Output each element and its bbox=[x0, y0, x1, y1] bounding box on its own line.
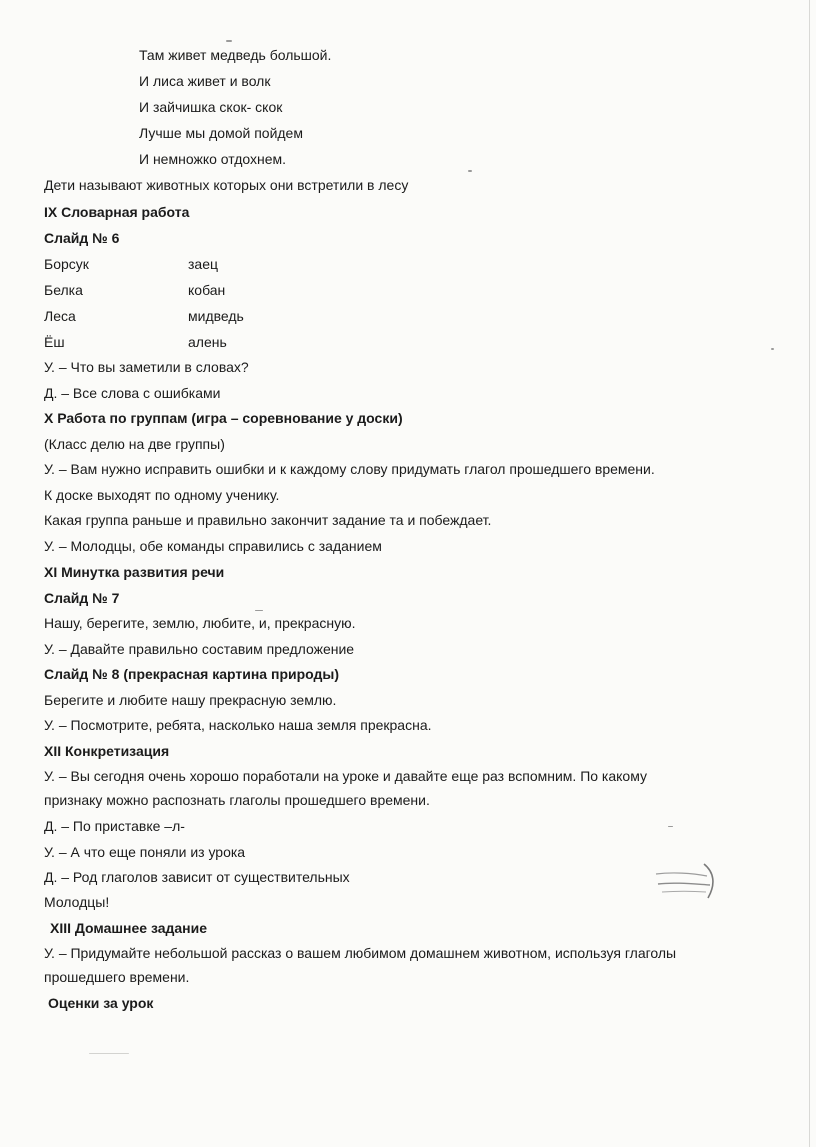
section-12-line-2: признаку можно распознать глаголы прошедшего времени. bbox=[44, 792, 430, 808]
poem-line-1: Там живет медведь большой. bbox=[139, 47, 332, 63]
section-10-line-4: Какая группа раньше и правильно закончит задание та и побеждает. bbox=[44, 512, 492, 528]
section-10-line-3: К доске выходят по одному ученику. bbox=[44, 487, 280, 503]
word-right-1: заец bbox=[188, 256, 219, 272]
section-13-line-2: прошедшего времени. bbox=[44, 969, 190, 985]
word-right-2: кобан bbox=[188, 282, 226, 298]
section-12-heading: XII Конкретизация bbox=[44, 743, 170, 759]
section-13-heading: XIII Домашнее задание bbox=[50, 920, 208, 936]
word-left-2: Белка bbox=[44, 282, 83, 298]
word-left-3: Леса bbox=[44, 308, 76, 324]
scan-speck bbox=[226, 40, 232, 42]
scan-speck bbox=[468, 170, 472, 172]
section-9-heading: IX Словарная работа bbox=[44, 204, 190, 220]
after-poem-text: Дети называют животных которых они встретили в лесу bbox=[44, 177, 409, 193]
scan-speck bbox=[89, 1053, 129, 1054]
poem-line-4: Лучше мы домой пойдем bbox=[139, 125, 303, 141]
section-11-line-3: Берегите и любите нашу прекрасную землю. bbox=[44, 692, 337, 708]
section-12-line-3: Д. – По приставке –л- bbox=[44, 818, 185, 834]
section-12-line-6: Молодцы! bbox=[44, 894, 110, 910]
section-13-line-1: У. – Придумайте небольшой рассказ о вашем любимом домашнем животном, используя глаголы bbox=[44, 945, 677, 961]
teacher-question-line: У. – Что вы заметили в словах? bbox=[44, 359, 249, 375]
section-10-line-1: (Класс делю на две группы) bbox=[44, 436, 225, 452]
section-11-line-1: Нашу, берегите, землю, любите, и, прекрасную. bbox=[44, 615, 356, 631]
grades-heading: Оценки за урок bbox=[48, 995, 154, 1011]
section-12-line-5: Д. – Род глаголов зависит от существительных bbox=[44, 869, 350, 885]
word-right-4: алень bbox=[188, 334, 227, 350]
scan-speck bbox=[255, 610, 263, 611]
section-11-line-2: У. – Давайте правильно составим предложение bbox=[44, 641, 355, 657]
section-10-heading: Х Работа по группам (игра – соревнование у доски) bbox=[44, 410, 403, 426]
section-10-line-5: У. – Молодцы, обе команды справились с заданием bbox=[44, 538, 382, 554]
word-right-3: мидведь bbox=[188, 308, 244, 324]
children-answer-line: Д. – Все слова с ошибками bbox=[44, 385, 221, 401]
slide-8-label: Слайд № 8 (прекрасная картина природы) bbox=[44, 666, 340, 682]
slide-6-label: Слайд № 6 bbox=[44, 230, 120, 246]
scan-smudge bbox=[652, 858, 722, 904]
poem-line-3: И зайчишка скок- скок bbox=[139, 99, 283, 115]
word-left-4: Ёш bbox=[44, 334, 65, 350]
poem-line-5: И немножко отдохнем. bbox=[139, 151, 287, 167]
scan-edge-line bbox=[809, 0, 810, 1147]
section-12-line-4: У. – А что еще поняли из урока bbox=[44, 844, 246, 860]
scan-speck bbox=[771, 348, 774, 350]
section-11-heading: XI Минутка развития речи bbox=[44, 564, 225, 580]
section-10-line-2: У. – Вам нужно исправить ошибки и к каждому слову придумать глагол прошедшего времени. bbox=[44, 461, 655, 477]
poem-line-2: И лиса живет и волк bbox=[139, 73, 271, 89]
scan-speck bbox=[668, 826, 673, 827]
slide-7-label: Слайд № 7 bbox=[44, 590, 120, 606]
section-11-line-4: У. – Посмотрите, ребята, насколько наша земля прекрасна. bbox=[44, 717, 432, 733]
word-left-1: Борсук bbox=[44, 256, 89, 272]
section-12-line-1: У. – Вы сегодня очень хорошо поработали на уроке и давайте еще раз вспомним. По какому bbox=[44, 768, 647, 784]
